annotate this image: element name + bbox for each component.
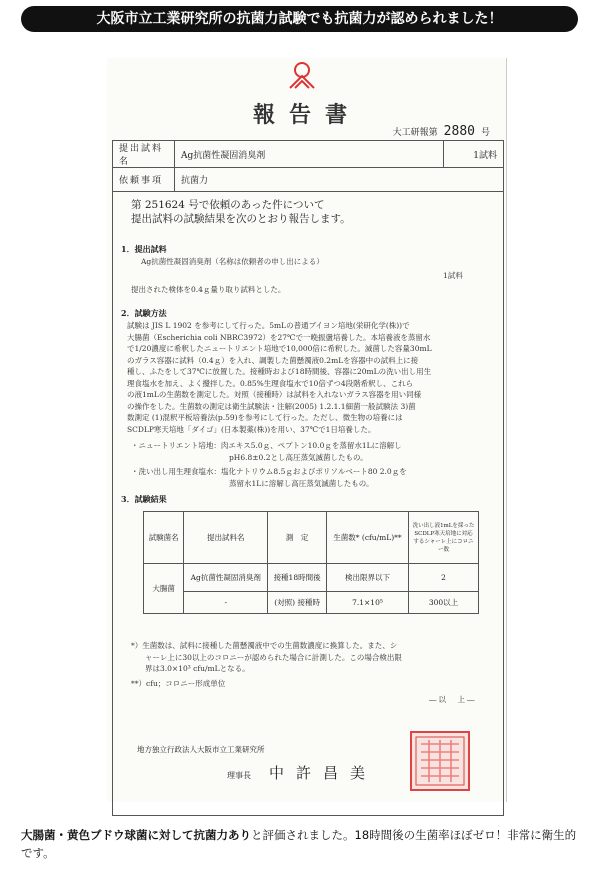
media-2: ・洗い出し用生理食塩水：塩化ナトリウム8.5ｇおよびポリソルベート80 2.0ｇを 蒸留水1Lに溶解し高圧蒸気滅菌したもの。 <box>131 467 407 488</box>
official-stamp-icon <box>409 730 471 792</box>
request-table <box>112 140 504 192</box>
section-1-text: Ag抗菌性凝固消臭剤（名称は依頼者の申し出による） <box>141 257 324 266</box>
table-row: 試験菌名 提出試料名 測 定 生菌数* (cfu/mL)** 洗い出し液1mLを採ったSCDLP寒天培地に対応するシャーレ上にコロニー数 <box>144 512 479 564</box>
caption: 大腸菌・黄色ブドウ球菌に対して抗菌力ありと評価されました。18時間後の生菌率ほぼゼロ！非常に衛生的です。 <box>21 828 577 860</box>
end-mark: ―以 上― <box>429 695 477 704</box>
section-2-text: 試験は JIS L 1902 を参考にして行った。5mLの普通ブイヨン培地(栄研化学(株))で 大腸菌（Escherichia coli NBRC3972）を27℃で一晩振盪培養した。本培養液を蒸留水 で1/20濃度に希釈したニュートリエント培地で10,000倍に希釈した。滅菌した容量30mL のガラス容器に試料（0.4ｇ）を入れ、調製した菌懸濁液0.2mLを容器中の試料上に接 種し、ふたをして37℃に放置した。接種時および18時間後、容器に20mLの洗い出し用生 理食塩水を加え、よく攪拌した。0.85%生理食塩水で10倍ずつ4段階希釈し、これら の液1mLの生菌数を測定した。対照（接種時）は試料を入れないガラス容器を用い同様 の操作をした。生菌数の測定は衛生試験法・注解(2005) 1.2.1.1細菌一般試験法 3)菌 数測定 (1)混釈平板培養法(p.59)を参考にして行った。ただし、微生物の培養には SCDLP寒天培地「ダイゴ」(日本製薬(株))を用い、37℃で1日培養した。 <box>127 321 432 434</box>
table-row: 大腸菌 Ag抗菌性凝固消臭剤 接種18時間後 検出限界以下 2 <box>144 564 479 592</box>
footnote-1: *）生菌数は、試料に接種した菌懸濁液中での生菌数濃度に換算した。また、シ ャーレ上に30以上のコロニーが認められた場合に計測した。この場合検出限 界は3.0×10³ cfu/mLとなる。 <box>131 641 402 673</box>
headline-banner: 大阪市立工業研究所の抗菌力試験でも抗菌力が認められました！ <box>21 6 578 32</box>
section-1-heading: 1．提出試料 <box>121 244 167 254</box>
section-3-heading: 3．試験結果 <box>121 494 167 504</box>
intro-text: 第 251624 号で依頼のあった件について 提出試料の試験結果を次のとおり報告します。 <box>131 199 351 225</box>
section-1-note: 提出された検体を0.4ｇ量り取り試料とした。 <box>131 285 286 294</box>
table-row: 提出試料名 Ag抗菌性凝固消臭剤 1試料 <box>113 141 504 168</box>
report-document <box>107 58 507 802</box>
director-line: 理事長 中許昌美 <box>227 764 378 782</box>
table-row: - (対照) 接種時 7.1×10⁵ 300以上 <box>144 592 479 614</box>
media-1: ・ニュートリエント培地：肉エキス5.0ｇ、ペプトン10.0ｇを蒸留水1Lに溶解し pH6.8±0.2とし高圧蒸気滅菌したもの。 <box>131 441 402 462</box>
institute-seal-icon <box>287 62 317 90</box>
report-number: 大工研報第 2880 号 <box>392 124 490 139</box>
organization-name: 地方独立行政法人大阪市立工業研究所 <box>137 745 265 754</box>
report-body <box>112 188 504 816</box>
section-1-qty: 1試料 <box>443 271 463 280</box>
table-row: 依頼事項 抗菌力 <box>113 168 504 192</box>
footnote-2: **）cfu；コロニー形成単位 <box>131 679 226 688</box>
results-table <box>143 511 479 614</box>
report-title: 報告書 <box>252 102 361 128</box>
section-2-heading: 2．試験方法 <box>121 308 167 318</box>
